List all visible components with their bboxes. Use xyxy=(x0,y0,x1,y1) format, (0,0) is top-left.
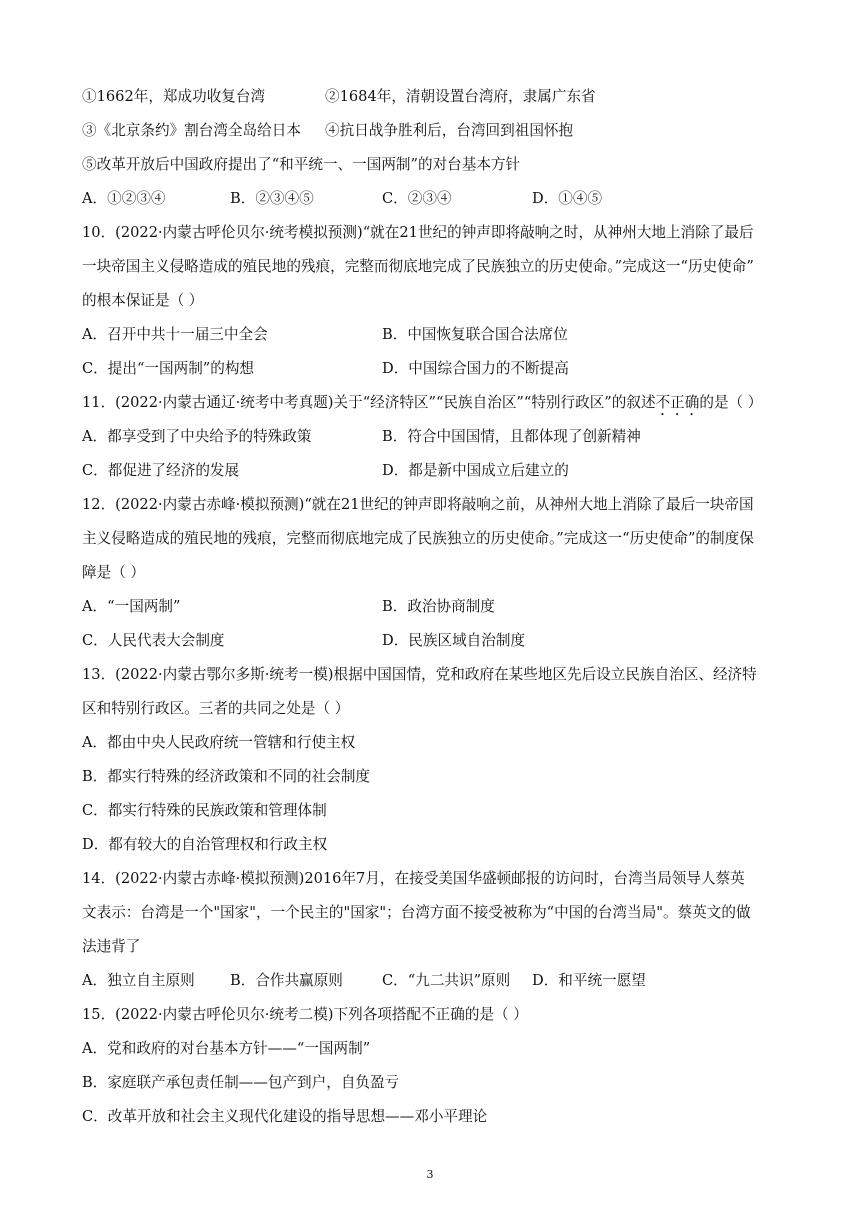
q15-option-c: C．改革开放和社会主义现代化建设的指导思想——邓小平理论 xyxy=(82,1108,488,1125)
q14-option-b: B．合作共赢原则 xyxy=(230,972,343,989)
q13-option-a: A．都由中央人民政府统一管辖和行使主权 xyxy=(82,734,356,751)
q14-stem-line-2: 文表示：台湾是一个"国家"，一个民主的"国家"；台湾方面不接受被称为“中国的台湾当局"。蔡英文的做 xyxy=(82,904,751,921)
q9-statement-1: ①1662年，郑成功收复台湾 xyxy=(82,88,266,105)
q13-option-d: D．都有较大的自治管理权和行政主权 xyxy=(82,836,328,853)
q12-option-d: D．民族区域自治制度 xyxy=(382,632,526,649)
q10-option-a: A．召开中共十一届三中全会 xyxy=(82,326,268,343)
q10-option-d: D．中国综合国力的不断提高 xyxy=(382,360,569,377)
q12-stem-line-1: 12．(2022·内蒙古赤峰·模拟预测)“就在21世纪的钟声即将敲响之前，从神州大地上消除了最后一块帝国 xyxy=(82,496,754,513)
page-number: 3 xyxy=(426,1168,434,1181)
q14-option-c: C．“九二共识”原则 xyxy=(382,972,511,989)
q12-stem-line-2: 主义侵略造成的殖民地的残痕，完整而彻底地完成了民族独立的历史使命。”完成这一“历史使命”的制度保 xyxy=(82,530,754,547)
q10-option-c: C．提出“一国两制”的构想 xyxy=(82,360,255,377)
q11-option-c: C．都促进了经济的发展 xyxy=(82,462,240,479)
q11-option-a: A．都享受到了中央给予的特殊政策 xyxy=(82,428,312,445)
q9-statement-5: ⑤改革开放后中国政府提出了“和平统一、一国两制”的对台基本方针 xyxy=(82,156,521,173)
q11-stem-line-1 xyxy=(82,392,780,414)
q13-stem-line-2: 区和特别行政区。三者的共同之处是（ ） xyxy=(82,700,350,717)
q9-option-c: C．②③④ xyxy=(382,190,452,207)
q9-option-d: D．①④⑤ xyxy=(532,190,603,207)
q10-option-b: B．中国恢复联合国合法席位 xyxy=(382,326,568,343)
q15-option-a: A．党和政府的对台基本方针——“一国两制” xyxy=(82,1040,371,1057)
q14-stem-line-3: 法违背了 xyxy=(82,938,141,955)
q11-option-d: D．都是新中国成立后建立的 xyxy=(382,462,569,479)
q11-emphasis-text: 不正确 xyxy=(655,394,700,411)
q10-stem-line-2: 一块帝国主义侵略造成的殖民地的残痕，完整而彻底地完成了民族独立的历史使命。”完成这一“历史使命” xyxy=(82,258,754,275)
q9-option-b: B．②③④⑤ xyxy=(230,190,314,207)
q12-option-c: C．人民代表大会制度 xyxy=(82,632,225,649)
q9-statement-2: ②1684年，清朝设置台湾府，隶属广东省 xyxy=(325,88,596,105)
q14-option-a: A．独立自主原则 xyxy=(82,972,195,989)
q15-stem-line-1: 15．(2022·内蒙古呼伦贝尔·统考二模)下列各项搭配不正确的是（ ） xyxy=(82,1006,528,1023)
q12-stem-line-3: 障是（ ） xyxy=(82,564,146,581)
q12-option-b: B．政治协商制度 xyxy=(382,598,495,615)
q13-stem-line-1: 13．(2022·内蒙古鄂尔多斯·统考一模)根据中国国情，党和政府在某些地区先后设立民族自治区、经济特 xyxy=(82,666,757,683)
q12-option-a: A．“一国两制” xyxy=(82,598,181,615)
q11-stem-text: 11．(2022·内蒙古通辽·统考中考真题)关于“经济特区”“民族自治区”“特别行政区”的叙述 xyxy=(82,394,656,411)
q11-option-b: B．符合中国国情，且都体现了创新精神 xyxy=(382,428,641,445)
q10-stem-line-1: 10．(2022·内蒙古呼伦贝尔·统考模拟预测)“就在21世纪的钟声即将敲响之时，从神州大地上消除了最后 xyxy=(82,224,754,241)
q9-option-a: A．①②③④ xyxy=(82,190,166,207)
q13-option-c: C．都实行特殊的民族政策和管理体制 xyxy=(82,802,327,819)
q11-stem-tail: 的是（ ） xyxy=(699,394,763,411)
q15-option-b: B．家庭联产承包责任制——包产到户，自负盈亏 xyxy=(82,1074,400,1091)
q13-option-b: B．都实行特殊的经济政策和不同的社会制度 xyxy=(82,768,371,785)
q10-stem-line-3: 的根本保证是（ ） xyxy=(82,292,204,309)
q9-statement-4: ④抗日战争胜利后，台湾回到祖国怀抱 xyxy=(325,122,574,139)
q14-option-d: D．和平统一愿望 xyxy=(532,972,646,989)
q9-statement-3: ③《北京条约》割台湾全岛给日本 xyxy=(82,122,301,139)
q14-stem-line-1: 14．(2022·内蒙古赤峰·模拟预测)2016年7月，在接受美国华盛顿邮报的访问时，台湾当局领导人蔡英 xyxy=(82,870,745,887)
